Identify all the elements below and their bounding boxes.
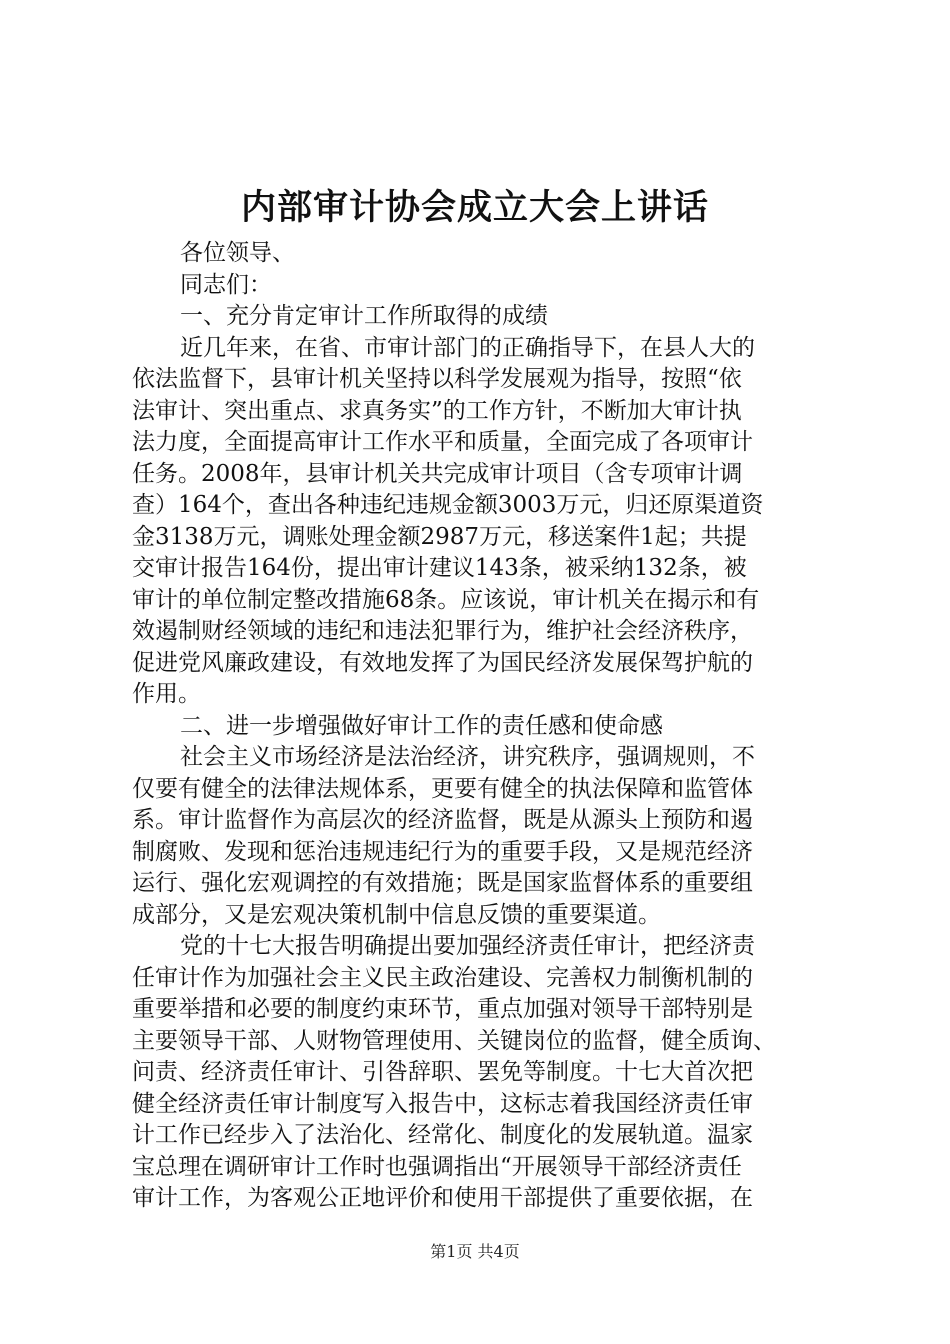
body-text-line: 查）164个，查出各种违纪违规金额3003万元，归还原渠道资 xyxy=(132,492,764,518)
body-text-line: 问责、经济责任审计、引咎辞职、罢免等制度。十七大首次把 xyxy=(132,1059,753,1085)
body-text-line: 制腐败、发现和惩治违规违纪行为的重要手段，又是规范经济 xyxy=(132,838,753,865)
body-text-line: 法审计、突出重点、求真务实”的工作方针，不断加大审计执 xyxy=(132,397,742,424)
body-text-line: 审计的单位制定整改措施68条。应该说，审计机关在揭示和有 xyxy=(132,586,760,613)
body-text-line: 作用。 xyxy=(132,681,201,707)
body-text-line: 法力度，全面提高审计工作水平和质量，全面完成了各项审计 xyxy=(132,429,753,455)
body-text-line: 审计工作，为客观公正地评价和使用干部提供了重要依据，在 xyxy=(132,1185,753,1211)
body-text-line: 交审计报告164份，提出审计建议143条，被采纳132条，被 xyxy=(132,555,747,581)
document-title: 内部审计协会成立大会上讲话 xyxy=(240,188,709,228)
body-text-line: 成部分，又是宏观决策机制中信息反馈的重要渠道。 xyxy=(132,901,661,928)
body-text-line: 任务。2008年，县审计机关共完成审计项目（含专项审计调 xyxy=(132,460,743,487)
body-text-line: 任审计作为加强社会主义民主政治建设、完善权力制衡机制的 xyxy=(132,964,753,991)
body-text-line: 促进党风廉政建设，有效地发挥了为国民经济发展保驾护航的 xyxy=(132,649,753,676)
body-text-line: 系。审计监督作为高层次的经济监督，既是从源头上预防和遏 xyxy=(132,807,753,833)
body-text-line: 健全经济责任审计制度写入报告中，这标志着我国经济责任审 xyxy=(132,1090,753,1117)
body-text-line: 主要领导干部、人财物管理使用、关键岗位的监督，健全质询、 xyxy=(132,1027,776,1054)
body-text-line: 社会主义市场经济是法治经济，讲究秩序，强调规则，不 xyxy=(180,744,755,770)
body-text-line: 同志们： xyxy=(180,271,272,298)
body-text-line: 重要举措和必要的制度约束环节，重点加强对领导干部特别是 xyxy=(132,996,753,1022)
body-text-line: 效遏制财经领域的违纪和违法犯罪行为，维护社会经济秩序， xyxy=(132,618,753,644)
body-text-line: 二、进一步增强做好审计工作的责任感和使命感 xyxy=(180,712,663,739)
body-text-line: 仅要有健全的法律法规体系，更要有健全的执法保障和监管体 xyxy=(132,775,753,802)
body-text-line: 一、充分肯定审计工作所取得的成绩 xyxy=(180,303,548,329)
body-text-line: 依法监督下，县审计机关坚持以科学发展观为指导，按照“依 xyxy=(132,366,742,392)
document-body xyxy=(132,238,822,1215)
body-text-line: 运行、强化宏观调控的有效措施；既是国家监督体系的重要组 xyxy=(132,870,753,896)
body-text-line: 近几年来，在省、市审计部门的正确指导下，在县人大的 xyxy=(180,334,755,361)
body-text-line: 计工作已经步入了法治化、经常化、制度化的发展轨道。温家 xyxy=(132,1122,753,1148)
body-text-line: 各位领导、 xyxy=(180,240,295,266)
body-text-line: 金3138万元，调账处理金额2987万元，移送案件1起；共提 xyxy=(132,523,747,550)
page-number-footer: 第1页 共4页 xyxy=(430,1242,520,1261)
body-text-line: 宝总理在调研审计工作时也强调指出“开展领导干部经济责任 xyxy=(132,1153,742,1180)
body-text-line: 党的十七大报告明确提出要加强经济责任审计，把经济责 xyxy=(180,933,755,959)
